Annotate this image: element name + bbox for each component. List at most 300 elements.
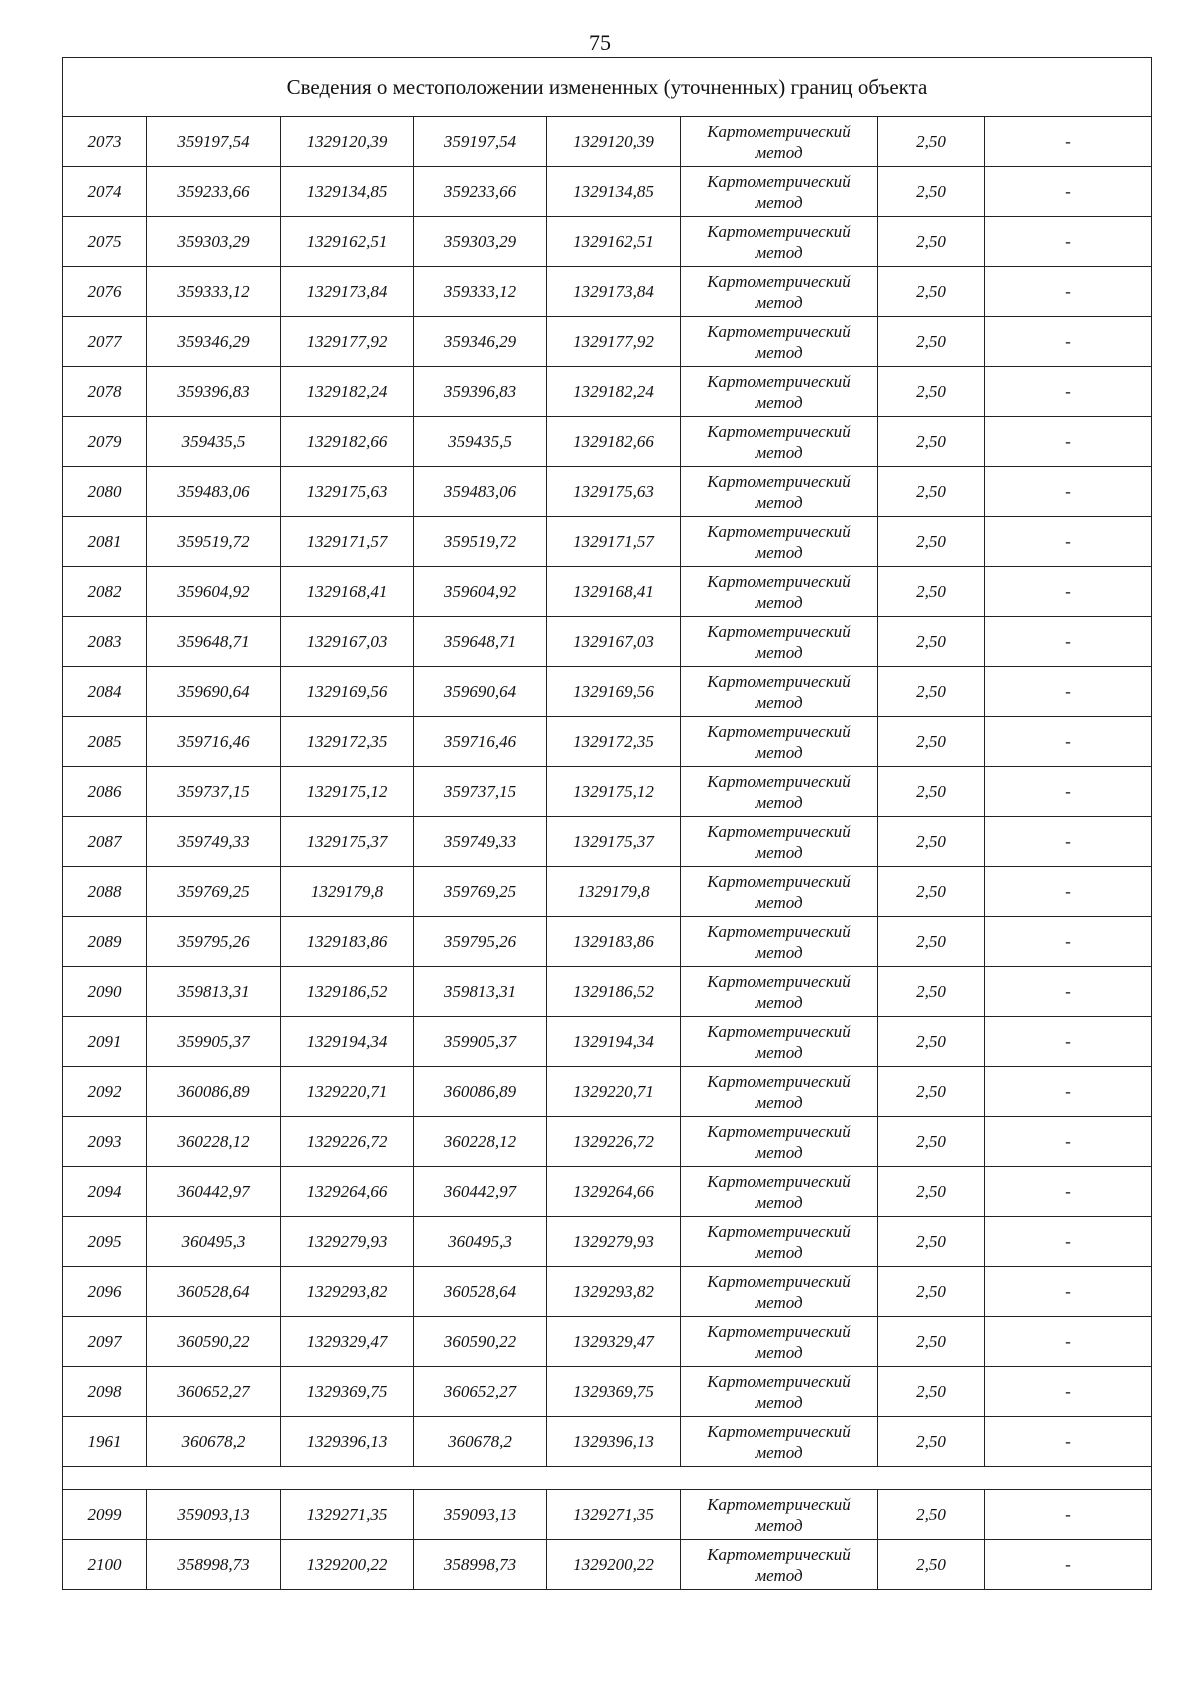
x-existing-cell: 359435,5 bbox=[147, 417, 281, 467]
note-cell: - bbox=[985, 467, 1152, 517]
method-line-1: Картометрический bbox=[707, 1371, 851, 1391]
method-line-1: Картометрический bbox=[707, 1171, 851, 1191]
method-line-2: метод bbox=[755, 1565, 803, 1585]
y-new-cell: 1329134,85 bbox=[547, 167, 681, 217]
table-row bbox=[63, 667, 1152, 717]
y-new-cell: 1329182,24 bbox=[547, 367, 681, 417]
y-new-cell: 1329175,37 bbox=[547, 817, 681, 867]
y-existing-cell: 1329175,63 bbox=[281, 467, 414, 517]
note-cell: - bbox=[985, 917, 1152, 967]
method-cell bbox=[681, 917, 878, 967]
y-existing-cell: 1329329,47 bbox=[281, 1317, 414, 1367]
method-line-1: Картометрический bbox=[707, 121, 851, 141]
table-row bbox=[63, 367, 1152, 417]
y-existing-cell: 1329120,39 bbox=[281, 117, 414, 167]
point-number-cell: 2075 bbox=[63, 217, 147, 267]
method-line-1: Картометрический bbox=[707, 371, 851, 391]
coordinates-table bbox=[62, 57, 1152, 1590]
x-new-cell: 359346,29 bbox=[414, 317, 547, 367]
y-existing-cell: 1329134,85 bbox=[281, 167, 414, 217]
table-row bbox=[63, 1267, 1152, 1317]
y-new-cell: 1329175,12 bbox=[547, 767, 681, 817]
x-new-cell: 360228,12 bbox=[414, 1117, 547, 1167]
note-cell: - bbox=[985, 417, 1152, 467]
point-number-cell: 2089 bbox=[63, 917, 147, 967]
method-cell bbox=[681, 1540, 878, 1590]
method-cell bbox=[681, 1317, 878, 1367]
point-number-cell: 2094 bbox=[63, 1167, 147, 1217]
method-cell bbox=[681, 267, 878, 317]
method-line-1: Картометрический bbox=[707, 671, 851, 691]
separator-row bbox=[63, 1467, 1152, 1490]
method-line-1: Картометрический bbox=[707, 721, 851, 741]
y-existing-cell: 1329169,56 bbox=[281, 667, 414, 717]
note-cell: - bbox=[985, 1540, 1152, 1590]
table-row bbox=[63, 1417, 1152, 1467]
x-existing-cell: 360528,64 bbox=[147, 1267, 281, 1317]
x-new-cell: 359604,92 bbox=[414, 567, 547, 617]
accuracy-cell: 2,50 bbox=[878, 867, 985, 917]
method-line-1: Картометрический bbox=[707, 1421, 851, 1441]
point-number-cell: 2081 bbox=[63, 517, 147, 567]
x-existing-cell: 359483,06 bbox=[147, 467, 281, 517]
method-line-1: Картометрический bbox=[707, 171, 851, 191]
y-new-cell: 1329172,35 bbox=[547, 717, 681, 767]
note-cell: - bbox=[985, 1267, 1152, 1317]
table-row bbox=[63, 717, 1152, 767]
point-number-cell: 2096 bbox=[63, 1267, 147, 1317]
accuracy-cell: 2,50 bbox=[878, 717, 985, 767]
x-new-cell: 359905,37 bbox=[414, 1017, 547, 1067]
x-existing-cell: 360086,89 bbox=[147, 1067, 281, 1117]
table-row bbox=[63, 1540, 1152, 1590]
method-line-2: метод bbox=[755, 592, 803, 612]
table-row bbox=[63, 1217, 1152, 1267]
accuracy-cell: 2,50 bbox=[878, 117, 985, 167]
note-cell: - bbox=[985, 867, 1152, 917]
y-existing-cell: 1329264,66 bbox=[281, 1167, 414, 1217]
point-number-cell: 2078 bbox=[63, 367, 147, 417]
point-number-cell: 2079 bbox=[63, 417, 147, 467]
x-existing-cell: 360590,22 bbox=[147, 1317, 281, 1367]
method-line-1: Картометрический bbox=[707, 1221, 851, 1241]
table-row bbox=[63, 517, 1152, 567]
accuracy-cell: 2,50 bbox=[878, 417, 985, 467]
method-line-1: Картометрический bbox=[707, 821, 851, 841]
note-cell: - bbox=[985, 567, 1152, 617]
method-cell bbox=[681, 567, 878, 617]
note-cell: - bbox=[985, 1417, 1152, 1467]
x-existing-cell: 360442,97 bbox=[147, 1167, 281, 1217]
y-new-cell: 1329396,13 bbox=[547, 1417, 681, 1467]
accuracy-cell: 2,50 bbox=[878, 167, 985, 217]
x-existing-cell: 359604,92 bbox=[147, 567, 281, 617]
x-existing-cell: 359795,26 bbox=[147, 917, 281, 967]
method-cell bbox=[681, 1217, 878, 1267]
accuracy-cell: 2,50 bbox=[878, 517, 985, 567]
note-cell: - bbox=[985, 267, 1152, 317]
method-cell bbox=[681, 1067, 878, 1117]
method-line-2: метод bbox=[755, 392, 803, 412]
method-cell bbox=[681, 367, 878, 417]
note-cell: - bbox=[985, 117, 1152, 167]
y-new-cell: 1329167,03 bbox=[547, 617, 681, 667]
point-number-cell: 2095 bbox=[63, 1217, 147, 1267]
note-cell: - bbox=[985, 1217, 1152, 1267]
note-cell: - bbox=[985, 367, 1152, 417]
point-number-cell: 2073 bbox=[63, 117, 147, 167]
accuracy-cell: 2,50 bbox=[878, 317, 985, 367]
point-number-cell: 2093 bbox=[63, 1117, 147, 1167]
accuracy-cell: 2,50 bbox=[878, 767, 985, 817]
method-line-2: метод bbox=[755, 242, 803, 262]
method-line-1: Картометрический bbox=[707, 971, 851, 991]
x-existing-cell: 359197,54 bbox=[147, 117, 281, 167]
table-row bbox=[63, 767, 1152, 817]
accuracy-cell: 2,50 bbox=[878, 1117, 985, 1167]
method-line-2: метод bbox=[755, 292, 803, 312]
method-cell bbox=[681, 1490, 878, 1540]
x-existing-cell: 360678,2 bbox=[147, 1417, 281, 1467]
method-line-1: Картометрический bbox=[707, 1271, 851, 1291]
table-row bbox=[63, 1117, 1152, 1167]
method-cell bbox=[681, 967, 878, 1017]
x-new-cell: 359396,83 bbox=[414, 367, 547, 417]
method-cell bbox=[681, 117, 878, 167]
x-new-cell: 359749,33 bbox=[414, 817, 547, 867]
method-line-2: метод bbox=[755, 1142, 803, 1162]
table-row bbox=[63, 267, 1152, 317]
y-existing-cell: 1329194,34 bbox=[281, 1017, 414, 1067]
accuracy-cell: 2,50 bbox=[878, 617, 985, 667]
y-existing-cell: 1329220,71 bbox=[281, 1067, 414, 1117]
x-new-cell: 359716,46 bbox=[414, 717, 547, 767]
x-new-cell: 360590,22 bbox=[414, 1317, 547, 1367]
x-existing-cell: 360228,12 bbox=[147, 1117, 281, 1167]
y-existing-cell: 1329177,92 bbox=[281, 317, 414, 367]
point-number-cell: 2091 bbox=[63, 1017, 147, 1067]
x-new-cell: 359303,29 bbox=[414, 217, 547, 267]
x-existing-cell: 359905,37 bbox=[147, 1017, 281, 1067]
y-new-cell: 1329200,22 bbox=[547, 1540, 681, 1590]
x-existing-cell: 359303,29 bbox=[147, 217, 281, 267]
x-existing-cell: 359690,64 bbox=[147, 667, 281, 717]
table-row bbox=[63, 817, 1152, 867]
separator-cell bbox=[63, 1467, 1152, 1490]
accuracy-cell: 2,50 bbox=[878, 1490, 985, 1540]
accuracy-cell: 2,50 bbox=[878, 1367, 985, 1417]
table-row bbox=[63, 617, 1152, 667]
x-existing-cell: 359346,29 bbox=[147, 317, 281, 367]
point-number-cell: 2100 bbox=[63, 1540, 147, 1590]
y-new-cell: 1329175,63 bbox=[547, 467, 681, 517]
note-cell: - bbox=[985, 1490, 1152, 1540]
x-new-cell: 359233,66 bbox=[414, 167, 547, 217]
x-new-cell: 360678,2 bbox=[414, 1417, 547, 1467]
table-row bbox=[63, 317, 1152, 367]
y-new-cell: 1329279,93 bbox=[547, 1217, 681, 1267]
method-line-2: метод bbox=[755, 742, 803, 762]
method-line-2: метод bbox=[755, 1192, 803, 1212]
method-cell bbox=[681, 767, 878, 817]
point-number-cell: 2074 bbox=[63, 167, 147, 217]
x-existing-cell: 359737,15 bbox=[147, 767, 281, 817]
note-cell: - bbox=[985, 517, 1152, 567]
point-number-cell: 2092 bbox=[63, 1067, 147, 1117]
note-cell: - bbox=[985, 1117, 1152, 1167]
method-line-1: Картометрический bbox=[707, 521, 851, 541]
x-new-cell: 359519,72 bbox=[414, 517, 547, 567]
y-existing-cell: 1329171,57 bbox=[281, 517, 414, 567]
table-title-row bbox=[63, 58, 1152, 117]
accuracy-cell: 2,50 bbox=[878, 667, 985, 717]
method-line-2: метод bbox=[755, 992, 803, 1012]
y-existing-cell: 1329293,82 bbox=[281, 1267, 414, 1317]
table-row bbox=[63, 567, 1152, 617]
y-existing-cell: 1329182,24 bbox=[281, 367, 414, 417]
y-new-cell: 1329183,86 bbox=[547, 917, 681, 967]
y-new-cell: 1329162,51 bbox=[547, 217, 681, 267]
accuracy-cell: 2,50 bbox=[878, 567, 985, 617]
method-line-1: Картометрический bbox=[707, 471, 851, 491]
x-new-cell: 359093,13 bbox=[414, 1490, 547, 1540]
y-new-cell: 1329264,66 bbox=[547, 1167, 681, 1217]
table-row bbox=[63, 1067, 1152, 1117]
accuracy-cell: 2,50 bbox=[878, 917, 985, 967]
method-cell bbox=[681, 1267, 878, 1317]
note-cell: - bbox=[985, 1167, 1152, 1217]
y-new-cell: 1329120,39 bbox=[547, 117, 681, 167]
method-cell bbox=[681, 617, 878, 667]
method-line-1: Картометрический bbox=[707, 321, 851, 341]
table-row bbox=[63, 967, 1152, 1017]
point-number-cell: 2099 bbox=[63, 1490, 147, 1540]
note-cell: - bbox=[985, 1017, 1152, 1067]
method-cell bbox=[681, 717, 878, 767]
accuracy-cell: 2,50 bbox=[878, 967, 985, 1017]
point-number-cell: 2090 bbox=[63, 967, 147, 1017]
y-new-cell: 1329226,72 bbox=[547, 1117, 681, 1167]
y-new-cell: 1329173,84 bbox=[547, 267, 681, 317]
point-number-cell: 2087 bbox=[63, 817, 147, 867]
note-cell: - bbox=[985, 967, 1152, 1017]
method-cell bbox=[681, 317, 878, 367]
note-cell: - bbox=[985, 1367, 1152, 1417]
note-cell: - bbox=[985, 817, 1152, 867]
method-cell bbox=[681, 217, 878, 267]
point-number-cell: 1961 bbox=[63, 1417, 147, 1467]
method-cell bbox=[681, 167, 878, 217]
y-new-cell: 1329271,35 bbox=[547, 1490, 681, 1540]
method-line-2: метод bbox=[755, 442, 803, 462]
method-line-1: Картометрический bbox=[707, 421, 851, 441]
x-new-cell: 359769,25 bbox=[414, 867, 547, 917]
method-line-1: Картометрический bbox=[707, 1494, 851, 1514]
table-row bbox=[63, 1017, 1152, 1067]
accuracy-cell: 2,50 bbox=[878, 1540, 985, 1590]
y-existing-cell: 1329183,86 bbox=[281, 917, 414, 967]
x-new-cell: 359435,5 bbox=[414, 417, 547, 467]
y-new-cell: 1329220,71 bbox=[547, 1067, 681, 1117]
y-existing-cell: 1329172,35 bbox=[281, 717, 414, 767]
y-existing-cell: 1329173,84 bbox=[281, 267, 414, 317]
method-line-1: Картометрический bbox=[707, 621, 851, 641]
method-line-1: Картометрический bbox=[707, 1321, 851, 1341]
accuracy-cell: 2,50 bbox=[878, 1417, 985, 1467]
point-number-cell: 2080 bbox=[63, 467, 147, 517]
method-cell bbox=[681, 1167, 878, 1217]
method-line-1: Картометрический bbox=[707, 271, 851, 291]
x-new-cell: 360652,27 bbox=[414, 1367, 547, 1417]
y-existing-cell: 1329200,22 bbox=[281, 1540, 414, 1590]
y-existing-cell: 1329182,66 bbox=[281, 417, 414, 467]
method-line-2: метод bbox=[755, 892, 803, 912]
x-existing-cell: 359716,46 bbox=[147, 717, 281, 767]
y-existing-cell: 1329271,35 bbox=[281, 1490, 414, 1540]
x-existing-cell: 359333,12 bbox=[147, 267, 281, 317]
x-existing-cell: 359519,72 bbox=[147, 517, 281, 567]
x-new-cell: 359737,15 bbox=[414, 767, 547, 817]
accuracy-cell: 2,50 bbox=[878, 1267, 985, 1317]
x-new-cell: 359648,71 bbox=[414, 617, 547, 667]
note-cell: - bbox=[985, 167, 1152, 217]
accuracy-cell: 2,50 bbox=[878, 267, 985, 317]
method-line-1: Картометрический bbox=[707, 921, 851, 941]
y-existing-cell: 1329369,75 bbox=[281, 1367, 414, 1417]
table-row bbox=[63, 467, 1152, 517]
table-title: Сведения о местоположении измененных (уточненных) границ объекта bbox=[63, 58, 1152, 117]
page-number: 75 bbox=[589, 30, 611, 55]
method-line-2: метод bbox=[755, 492, 803, 512]
point-number-cell: 2098 bbox=[63, 1367, 147, 1417]
y-new-cell: 1329293,82 bbox=[547, 1267, 681, 1317]
point-number-cell: 2077 bbox=[63, 317, 147, 367]
table-row bbox=[63, 867, 1152, 917]
method-line-2: метод bbox=[755, 1515, 803, 1535]
x-existing-cell: 359648,71 bbox=[147, 617, 281, 667]
y-existing-cell: 1329175,12 bbox=[281, 767, 414, 817]
y-new-cell: 1329169,56 bbox=[547, 667, 681, 717]
accuracy-cell: 2,50 bbox=[878, 1317, 985, 1367]
method-cell bbox=[681, 417, 878, 467]
y-new-cell: 1329369,75 bbox=[547, 1367, 681, 1417]
note-cell: - bbox=[985, 717, 1152, 767]
x-existing-cell: 359769,25 bbox=[147, 867, 281, 917]
x-new-cell: 360495,3 bbox=[414, 1217, 547, 1267]
method-cell bbox=[681, 667, 878, 717]
accuracy-cell: 2,50 bbox=[878, 467, 985, 517]
method-cell bbox=[681, 1367, 878, 1417]
y-new-cell: 1329168,41 bbox=[547, 567, 681, 617]
accuracy-cell: 2,50 bbox=[878, 1017, 985, 1067]
point-number-cell: 2088 bbox=[63, 867, 147, 917]
x-existing-cell: 359396,83 bbox=[147, 367, 281, 417]
point-number-cell: 2076 bbox=[63, 267, 147, 317]
method-line-2: метод bbox=[755, 1242, 803, 1262]
accuracy-cell: 2,50 bbox=[878, 1167, 985, 1217]
x-new-cell: 359197,54 bbox=[414, 117, 547, 167]
y-existing-cell: 1329168,41 bbox=[281, 567, 414, 617]
accuracy-cell: 2,50 bbox=[878, 367, 985, 417]
x-new-cell: 359795,26 bbox=[414, 917, 547, 967]
note-cell: - bbox=[985, 617, 1152, 667]
table-row bbox=[63, 417, 1152, 467]
note-cell: - bbox=[985, 1317, 1152, 1367]
x-existing-cell: 359813,31 bbox=[147, 967, 281, 1017]
method-line-1: Картометрический bbox=[707, 1021, 851, 1041]
y-existing-cell: 1329162,51 bbox=[281, 217, 414, 267]
x-existing-cell: 358998,73 bbox=[147, 1540, 281, 1590]
x-new-cell: 360086,89 bbox=[414, 1067, 547, 1117]
point-number-cell: 2097 bbox=[63, 1317, 147, 1367]
y-existing-cell: 1329396,13 bbox=[281, 1417, 414, 1467]
point-number-cell: 2086 bbox=[63, 767, 147, 817]
accuracy-cell: 2,50 bbox=[878, 1067, 985, 1117]
point-number-cell: 2082 bbox=[63, 567, 147, 617]
point-number-cell: 2085 bbox=[63, 717, 147, 767]
x-new-cell: 359333,12 bbox=[414, 267, 547, 317]
y-new-cell: 1329177,92 bbox=[547, 317, 681, 367]
y-existing-cell: 1329226,72 bbox=[281, 1117, 414, 1167]
y-new-cell: 1329186,52 bbox=[547, 967, 681, 1017]
method-line-1: Картометрический bbox=[707, 871, 851, 891]
table-row bbox=[63, 1167, 1152, 1217]
method-line-1: Картометрический bbox=[707, 571, 851, 591]
x-new-cell: 360442,97 bbox=[414, 1167, 547, 1217]
x-existing-cell: 360495,3 bbox=[147, 1217, 281, 1267]
note-cell: - bbox=[985, 317, 1152, 367]
y-existing-cell: 1329167,03 bbox=[281, 617, 414, 667]
y-existing-cell: 1329175,37 bbox=[281, 817, 414, 867]
method-cell bbox=[681, 817, 878, 867]
method-line-1: Картометрический bbox=[707, 1121, 851, 1141]
accuracy-cell: 2,50 bbox=[878, 1217, 985, 1267]
method-line-1: Картометрический bbox=[707, 1544, 851, 1564]
method-cell bbox=[681, 1417, 878, 1467]
method-line-2: метод bbox=[755, 842, 803, 862]
method-line-2: метод bbox=[755, 692, 803, 712]
x-new-cell: 360528,64 bbox=[414, 1267, 547, 1317]
method-cell bbox=[681, 517, 878, 567]
table-body bbox=[63, 58, 1152, 1590]
table-row bbox=[63, 117, 1152, 167]
method-line-2: метод bbox=[755, 342, 803, 362]
table-row bbox=[63, 217, 1152, 267]
method-line-2: метод bbox=[755, 1442, 803, 1462]
method-line-2: метод bbox=[755, 142, 803, 162]
method-line-2: метод bbox=[755, 1342, 803, 1362]
note-cell: - bbox=[985, 667, 1152, 717]
point-number-cell: 2084 bbox=[63, 667, 147, 717]
x-existing-cell: 359749,33 bbox=[147, 817, 281, 867]
accuracy-cell: 2,50 bbox=[878, 217, 985, 267]
y-new-cell: 1329182,66 bbox=[547, 417, 681, 467]
accuracy-cell: 2,50 bbox=[878, 817, 985, 867]
table-row bbox=[63, 1367, 1152, 1417]
table-row bbox=[63, 1317, 1152, 1367]
method-line-2: метод bbox=[755, 792, 803, 812]
table-row bbox=[63, 167, 1152, 217]
method-line-1: Картометрический bbox=[707, 1071, 851, 1091]
x-new-cell: 359483,06 bbox=[414, 467, 547, 517]
y-new-cell: 1329179,8 bbox=[547, 867, 681, 917]
note-cell: - bbox=[985, 217, 1152, 267]
method-line-1: Картометрический bbox=[707, 221, 851, 241]
method-line-2: метод bbox=[755, 1392, 803, 1412]
x-existing-cell: 360652,27 bbox=[147, 1367, 281, 1417]
method-line-2: метод bbox=[755, 642, 803, 662]
x-new-cell: 359813,31 bbox=[414, 967, 547, 1017]
